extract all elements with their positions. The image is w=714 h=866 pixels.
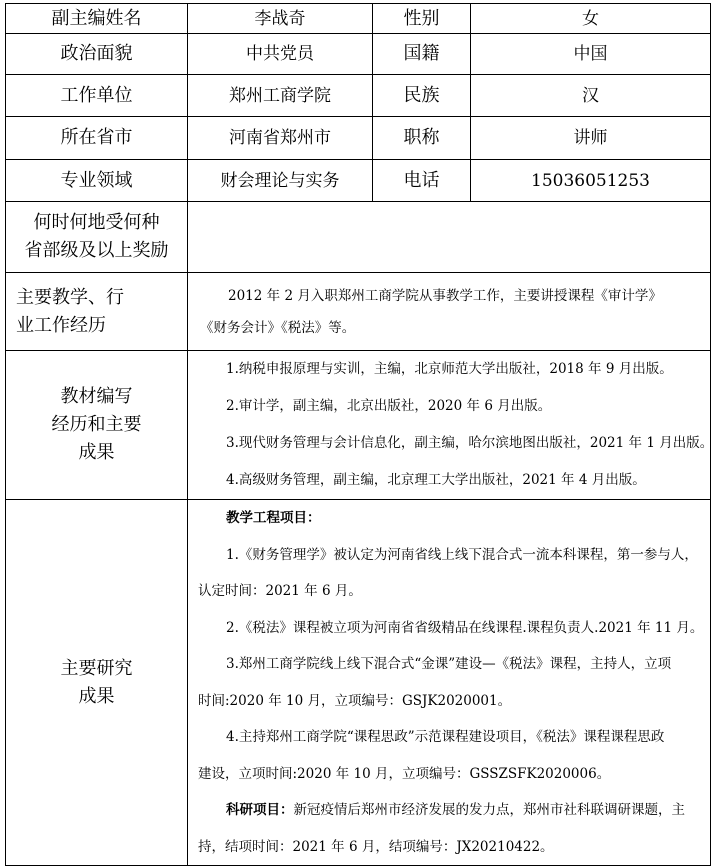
- research-item-4-line-2: 建设，立项时间:2020 年 10 月，立项编号：GSSZSFK2020006。: [198, 765, 611, 782]
- label-phone: 电话: [373, 160, 471, 202]
- table-row: [6, 273, 711, 351]
- textbook-item: 3.现代财务管理与会计信息化，副主编，哈尔滨地图出版社，2021 年 1 月出版。: [226, 435, 714, 451]
- value-politics: 中共党员: [188, 34, 373, 75]
- label-politics: 政治面貌: [6, 34, 188, 75]
- table-row: [6, 4, 711, 34]
- resume-form-table: [5, 3, 714, 866]
- label-awards-line-1: 何时何地受何种: [33, 212, 160, 233]
- value-experience: [188, 273, 711, 351]
- label-employer: 工作单位: [6, 75, 188, 117]
- research-item-2-line-1: 2.《税法》课程被立项为河南省省级精品在线课程.课程负责人.2021 年 11 月。: [226, 619, 704, 636]
- label-textbooks: [6, 351, 188, 500]
- table-row: [6, 500, 711, 866]
- value-nationality: 中国: [471, 34, 711, 75]
- label-ethnicity: 民族: [373, 75, 471, 117]
- table-row: [6, 160, 711, 202]
- scientific-project-text: 新冠疫情后郑州市经济发展的发力点，郑州市社科联调研课题，主: [293, 802, 685, 818]
- label-title: 职称: [373, 117, 471, 160]
- value-textbooks: [188, 351, 714, 500]
- scientific-project-line-1: [198, 792, 710, 829]
- research-item-4-line-1: 4.主持郑州工商学院“课程思政”示范课程建设项目，《税法》课程课程思政: [226, 729, 665, 745]
- label-textbooks-line-1: 教材编写: [60, 386, 133, 407]
- textbook-item: 2.审计学，副主编，北京出版社，2020 年 6 月出版。: [226, 398, 552, 414]
- value-gender: 女: [471, 4, 711, 34]
- value-research: [188, 500, 711, 866]
- table-row: [6, 75, 711, 117]
- table-row: [6, 34, 711, 75]
- label-gender: 性别: [373, 4, 471, 34]
- label-research: [6, 500, 188, 866]
- label-research-line-2: 成果: [78, 685, 115, 707]
- table-row: [6, 351, 711, 500]
- value-title: 讲师: [471, 117, 711, 160]
- research-item-3-line-1: 3.郑州工商学院线上线下混合式“金课”建设—《税法》课程，主持人，立项: [226, 656, 672, 672]
- label-awards-line-2: 省部级及以上奖励: [24, 240, 169, 261]
- research-item-1-line-1: 1.《财务管理学》被认定为河南省线上线下混合式一流本科课程，第一参与人，: [226, 546, 698, 563]
- label-research-line-1: 主要研究: [60, 657, 133, 679]
- value-name: 李战奇: [188, 4, 373, 34]
- value-employer: 郑州工商学院: [188, 75, 373, 117]
- table-row: [6, 117, 711, 160]
- label-textbooks-line-3: 成果: [78, 442, 115, 463]
- experience-line-2: 《财务会计》《税法》等。: [200, 319, 356, 336]
- value-ethnicity: 汉: [471, 75, 711, 117]
- label-experience: [6, 273, 188, 351]
- value-province: 河南省郑州市: [188, 117, 373, 160]
- scientific-projects-heading: 科研项目：: [226, 802, 294, 818]
- label-province: 所在省市: [6, 117, 188, 160]
- label-textbooks-line-2: 经历和主要: [51, 414, 142, 435]
- value-phone: 15036051253: [471, 160, 711, 202]
- teaching-projects-heading: 教学工程项目：: [226, 510, 321, 526]
- research-item-3-line-2: 时间:2020 年 10 月，立项编号：GSJK2020001。: [198, 692, 512, 709]
- research-item-1-line-2: 认定时间：2021 年 6 月。: [198, 583, 362, 599]
- label-nationality: 国籍: [373, 34, 471, 75]
- value-field: 财会理论与实务: [188, 160, 373, 202]
- label-awards: [6, 202, 188, 273]
- scientific-project-line-2: 持，结项时间：2021 年 6 月，结项编号：JX20210422。: [198, 838, 554, 855]
- label-experience-line-1: 主要教学、行: [16, 286, 124, 308]
- label-name: 副主编姓名: [6, 4, 188, 34]
- value-awards: [188, 202, 711, 273]
- textbook-item: 4.高级财务管理，副主编，北京理工大学出版社，2021 年 4 月出版。: [226, 472, 646, 488]
- table-row: [6, 202, 711, 273]
- experience-line-1: 2012 年 2 月入职郑州工商学院从事教学工作，主要讲授课程《审计学》: [228, 287, 662, 304]
- label-experience-line-2: 业工作经历: [16, 314, 106, 336]
- textbook-item: 1.纳税申报原理与实训，主编，北京师范大学出版社，2018 年 9 月出版。: [226, 361, 673, 377]
- label-field: 专业领域: [6, 160, 188, 202]
